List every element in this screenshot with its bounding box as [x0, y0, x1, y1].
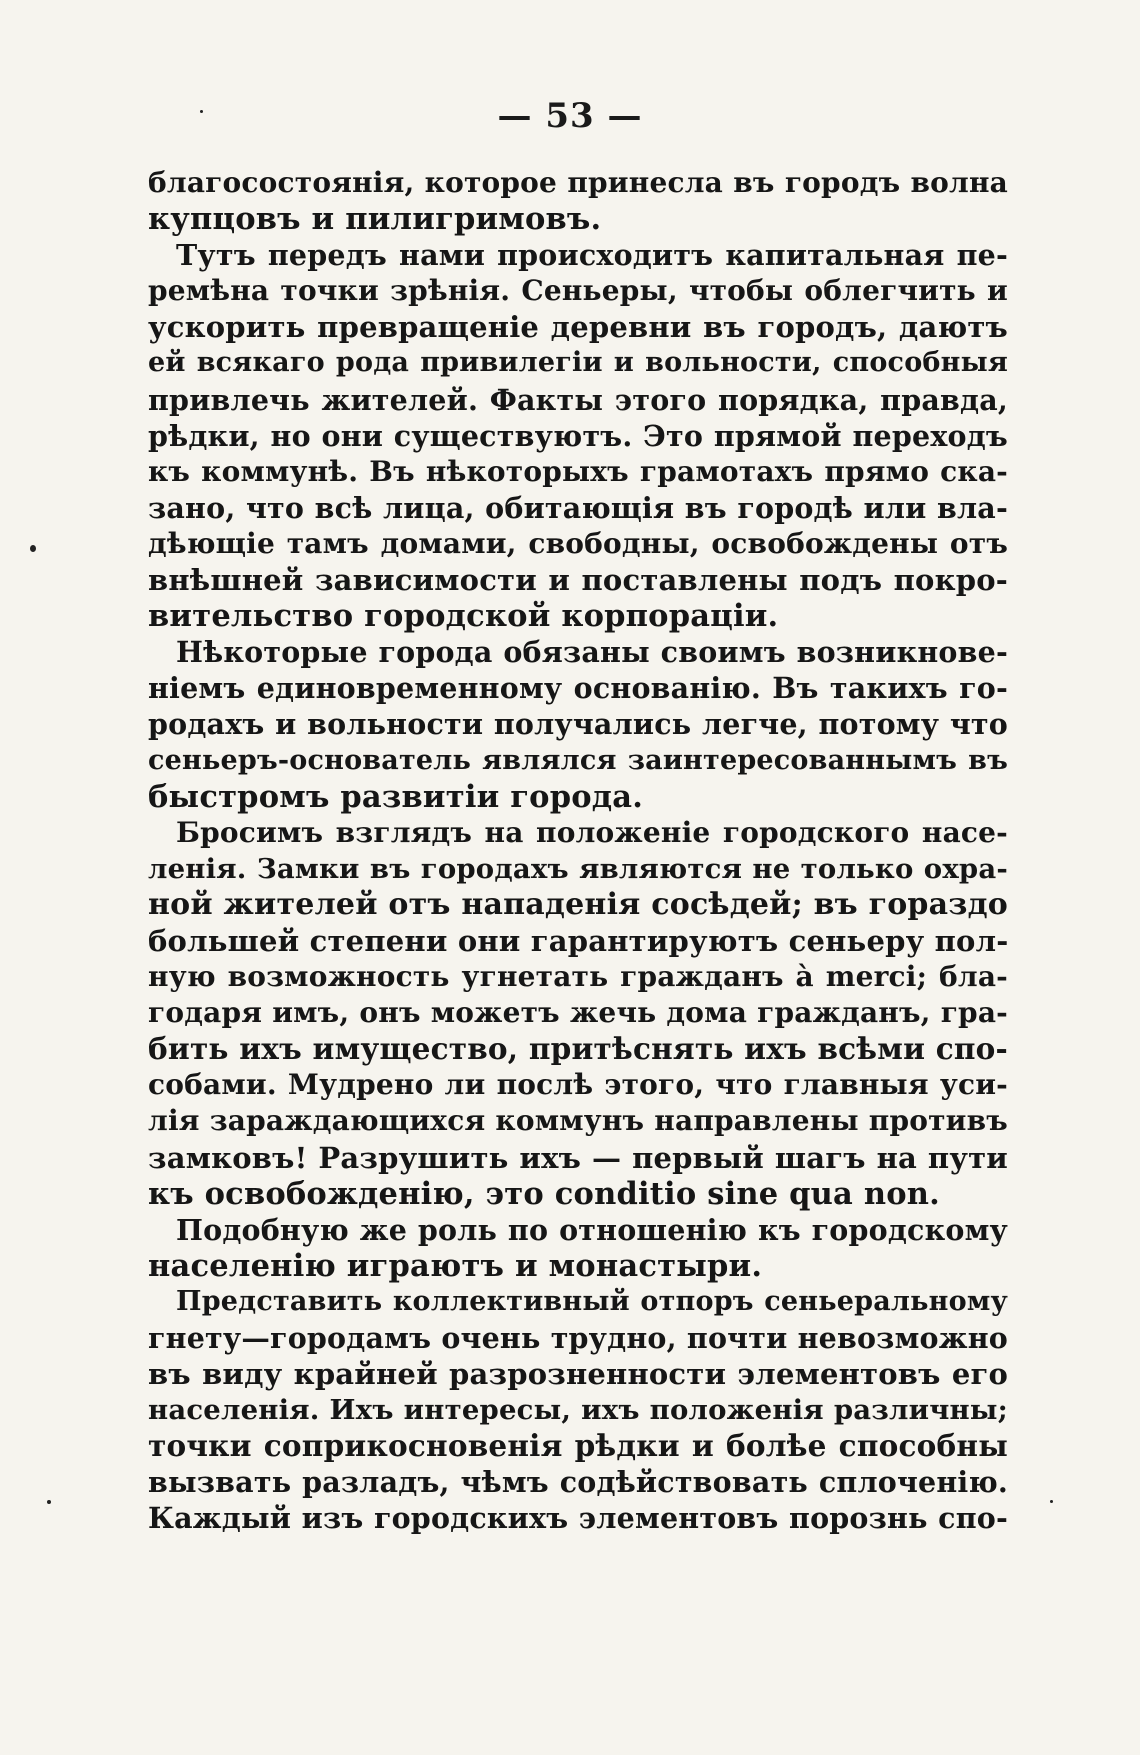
text-line: ніемъ единовременному основанію. Въ такихъ го- — [148, 671, 1008, 706]
text-line: Бросимъ взглядъ на положеніе городского насе- — [176, 815, 1008, 849]
text-line: вительство городской корпораціи. — [148, 598, 779, 635]
text-line: ной жителей отъ нападенія сосѣдей; въ гораздо — [148, 886, 1008, 922]
text-line: въ виду крайней разрозненности элементовъ его — [148, 1357, 1008, 1392]
text-line: ускорить превращеніе деревни въ городъ, даютъ — [148, 310, 1008, 345]
text-line: къ коммунѣ. Въ нѣкоторыхъ грамотахъ прямо ска- — [148, 454, 1008, 488]
text-line: ремѣна точки зрѣнія. Сеньеры, чтобы облегчить и — [148, 274, 1008, 308]
text-line: ную возможность угнетать гражданъ à merci; бла- — [148, 960, 1008, 994]
text-line: родахъ и вольности получались легче, потому что — [148, 707, 1008, 742]
text-line: населенія. Ихъ интересы, ихъ положенія различны; — [148, 1394, 1008, 1427]
page-number: — 53 — — [497, 96, 643, 136]
text-line: лія зараждающихся коммунъ направлены противъ — [148, 1104, 1008, 1138]
text-line: Нѣкоторые города обязаны своимъ возникнове- — [176, 635, 1008, 670]
text-line: Представить коллективный отпоръ сеньеральному — [176, 1285, 1008, 1317]
text-line: зано, что всѣ лица, обитающія въ городѣ или вла- — [148, 490, 1008, 525]
body-text — [148, 165, 1008, 1537]
text-line: населенію играютъ и монастыри. — [148, 1247, 763, 1284]
text-line: внѣшней зависимости и поставлены подъ покро- — [148, 563, 1008, 598]
scan-speck — [1050, 1500, 1053, 1503]
text-line: ленія. Замки въ городахъ являются не только охра- — [148, 852, 1008, 885]
text-line: Тутъ передъ нами происходитъ капитальная пе- — [176, 238, 1008, 273]
text-line: купцовъ и пилигримовъ. — [148, 201, 602, 238]
text-line: точки соприкосновенія рѣдки и болѣе способны — [148, 1428, 1008, 1464]
text-line: вызвать разладъ, чѣмъ содѣйствовать сплоченію. — [148, 1465, 1008, 1500]
text-line: замковъ! Разрушить ихъ — первый шагъ на пути — [148, 1140, 1008, 1175]
text-line: годаря имъ, онъ можетъ жечь дома гражданъ, гра- — [148, 996, 1008, 1030]
text-line: быстромъ развитіи города. — [148, 778, 644, 815]
text-line: къ освобожденію, это conditio sine qua non. — [148, 1175, 940, 1212]
text-line: бить ихъ имущество, притѣснять ихъ всѣми спо- — [148, 1031, 1008, 1067]
text-line: гнету—городамъ очень трудно, почти невозможно — [148, 1321, 1008, 1355]
scan-speck — [200, 110, 203, 113]
text-line: Каждый изъ городскихъ элементовъ порознь спо- — [148, 1501, 1008, 1536]
text-line: сеньеръ-основатель являлся заинтересованнымъ въ — [148, 744, 1008, 776]
text-line: Подобную же роль по отношенію къ городскому — [176, 1212, 1008, 1247]
text-line: ей всякаго рода привилегіи и вольности, способныя — [148, 347, 1008, 379]
text-line: рѣдки, но они существуютъ. Это прямой переходъ — [148, 418, 1008, 453]
text-line: благосостоянія, которое принесла въ городъ волна — [148, 166, 1008, 199]
scan-speck — [47, 1500, 51, 1504]
scan-speck — [30, 545, 36, 552]
text-line: привлечь жителей. Факты этого порядка, правда, — [148, 382, 1008, 417]
text-line: собами. Мудрено ли послѣ этого, что главныя уси- — [148, 1068, 1008, 1102]
text-line: большей степени они гарантируютъ сеньеру пол- — [148, 923, 1009, 958]
text-line: дѣющіе тамъ домами, свободны, освобождены отъ — [148, 526, 1008, 560]
